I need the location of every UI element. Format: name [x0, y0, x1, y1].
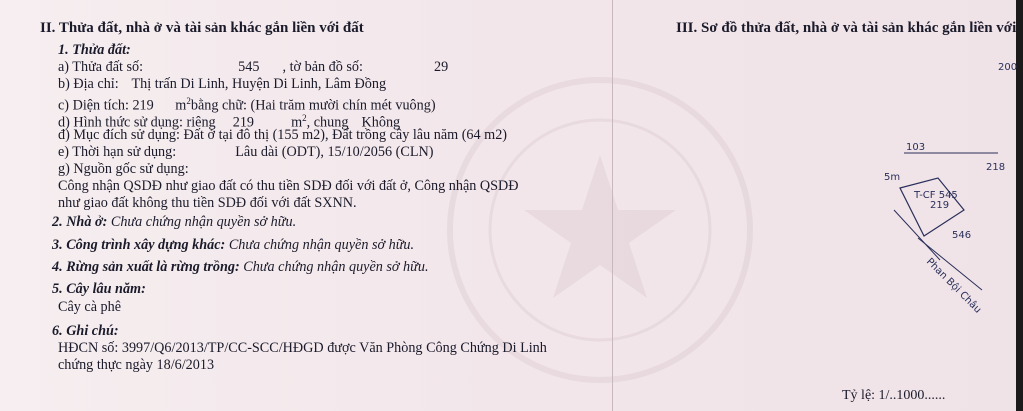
- forest-heading: 4. Rừng sản xuất là rừng trồng:: [52, 259, 240, 275]
- street-name: Phan Bội Châu: [923, 256, 984, 316]
- section-iii-title: III. Sơ đồ thửa đất, nhà ở và tài sản khác gắn liền với: [676, 20, 1017, 36]
- parcel-sketch: [870, 62, 1020, 330]
- notes-line-2: chứng thực ngày 18/6/2013: [58, 357, 215, 373]
- sketch-right-label: 218: [986, 162, 1006, 173]
- parcel-code: T-CF 545: [914, 190, 958, 201]
- house-heading: 2. Nhà ở:: [52, 214, 108, 230]
- perennial-value: Cây cà phê: [58, 299, 122, 315]
- sketch-top-corner: 200: [998, 62, 1018, 73]
- perennial-heading: 5. Cây lâu năm:: [52, 281, 146, 297]
- term-row: [58, 143, 433, 161]
- scale-label: Tỷ lệ: 1/..1000......: [842, 388, 946, 403]
- construction-value: Chưa chứng nhận quyền sở hữu.: [228, 237, 415, 253]
- use-form-common: Không: [361, 114, 401, 131]
- sketch-left-label: 5m: [884, 172, 901, 183]
- purpose-row: [58, 126, 507, 144]
- parcel-number: 545: [238, 59, 260, 75]
- parcel-row: [58, 58, 448, 76]
- purpose-label: đ) Mục đích sử dụng:: [58, 127, 180, 143]
- address-value: Thị trấn Di Linh, Huyện Di Linh, Lâm Đồng: [131, 76, 387, 92]
- parcel-area: 219: [930, 200, 950, 211]
- area-sup: 2: [186, 96, 191, 106]
- use-form-unit: m: [291, 114, 303, 131]
- section-divider: [612, 0, 613, 411]
- area-unit: m: [175, 97, 187, 114]
- origin-line-2: như giao đất không thu tiền SDĐ đối với đất SXNN.: [58, 195, 357, 211]
- construction-row: [52, 236, 414, 254]
- use-form-sup: 2: [302, 113, 307, 123]
- sketch-top-label: 103: [906, 142, 926, 153]
- origin-line-1: Công nhận QSDĐ như giao đất có thu tiền SDĐ đối với đất ở, Công nhận QSDĐ: [58, 178, 519, 194]
- use-form-common-label: , chung: [306, 114, 349, 131]
- forest-value: Chưa chứng nhận quyền sở hữu.: [243, 259, 429, 275]
- notes-heading: 6. Ghi chú:: [52, 323, 119, 339]
- purpose-value: Đất ở tại đô thị (155 m2), Đất trồng cây lâu năm (64 m2): [183, 127, 508, 143]
- land-heading: 1. Thửa đất:: [58, 42, 131, 58]
- address-row: [58, 75, 386, 93]
- neighbor-parcel: 546: [952, 230, 972, 241]
- address-label: b) Địa chỉ:: [58, 76, 119, 92]
- area-label: c) Diện tích: 219: [58, 97, 154, 114]
- construction-heading: 3. Công trình xây dựng khác:: [52, 237, 226, 253]
- map-number: 29: [434, 59, 449, 75]
- house-value: Chưa chứng nhận quyền sở hữu.: [110, 214, 297, 230]
- map-label: , tờ bản đồ số:: [282, 59, 363, 75]
- forest-row: [52, 258, 429, 276]
- term-label: e) Thời hạn sử dụng:: [58, 144, 177, 160]
- term-value: Lâu dài (ODT), 15/10/2056 (CLN): [235, 144, 434, 160]
- house-row: [52, 213, 296, 231]
- use-form-label: d) Hình thức sử dụng: riêng: [58, 114, 216, 131]
- notes-line-1: HĐCN số: 3997/Q6/2013/TP/CC-SCC/HĐGD được Văn Phòng Công Chứng Di Linh: [58, 340, 547, 356]
- origin-label: g) Nguồn gốc sử dụng:: [58, 161, 189, 177]
- section-ii-title: II. Thửa đất, nhà ở và tài sản khác gắn liền với đất: [40, 20, 364, 36]
- parcel-label: a) Thửa đất số:: [58, 59, 144, 75]
- area-words: bằng chữ: (Hai trăm mười chín mét vuông): [190, 97, 436, 114]
- use-form-private: 219: [232, 114, 255, 131]
- road-edge-left: [894, 210, 940, 260]
